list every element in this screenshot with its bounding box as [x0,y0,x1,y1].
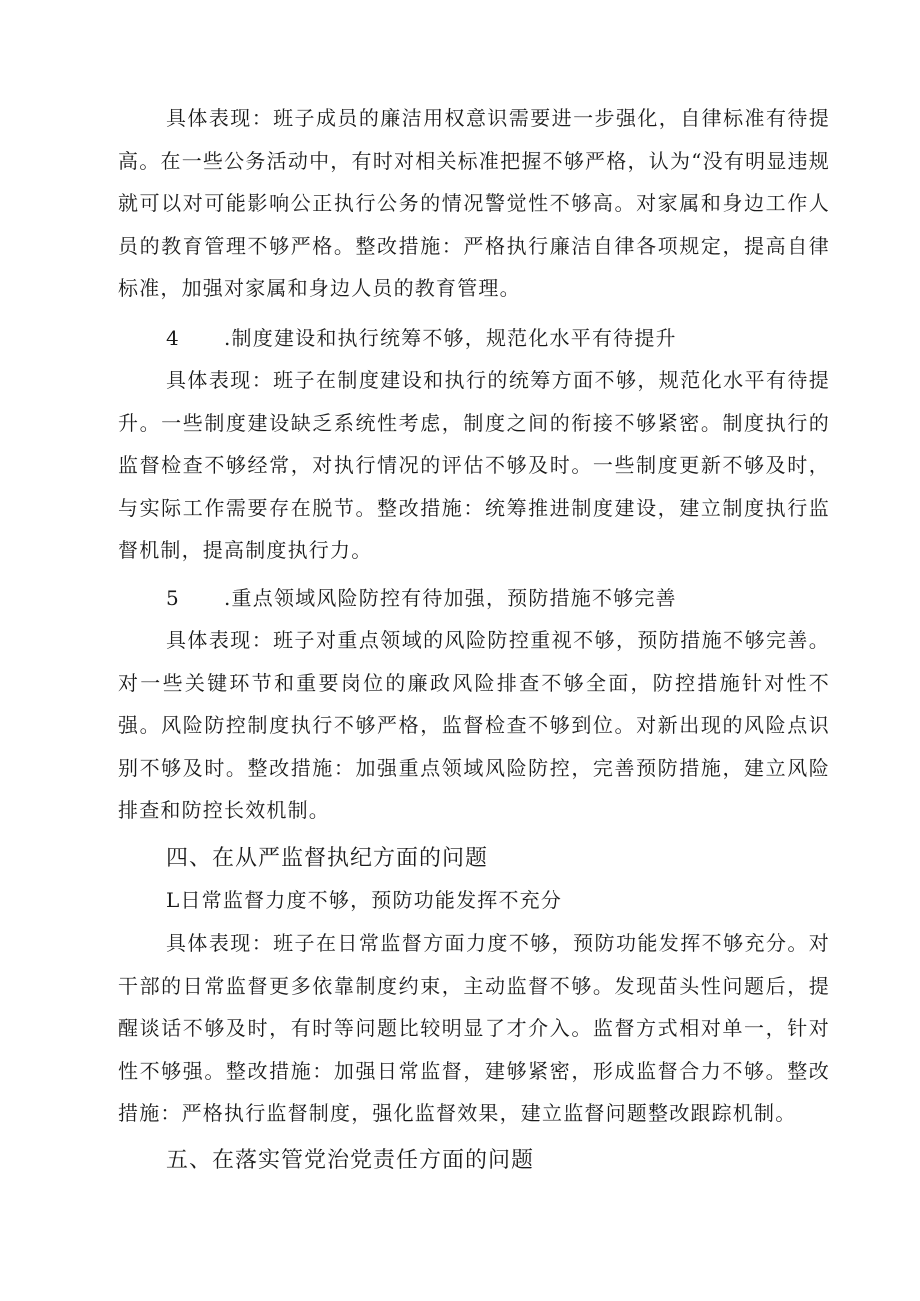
paragraph-risk-control: 具体表现：班子对重点领域的风险防控重视不够，预防措施不够完善。对一些关键环节和重要岗位的廉政风险排查不够全面，防控措施针对性不强。风险防控制度执行不够严格，监督检查不够到位。对新出现的风险点识别不够及时。整改措施：加强重点领域风险防控，完善预防措施，建立风险排查和防控长效机制。 [118,628,830,822]
item-4-number: 4 [166,326,180,350]
item-4-title: .制度建设和执行统筹不够，规范化水平有待提升 [224,326,677,350]
paragraph-system-building: 具体表现：班子在制度建设和执行的统筹方面不够，规范化水平有待提升。一些制度建设缺乏系统性考虑，制度之间的衔接不够紧密。制度执行的监督检查不够经常，对执行情况的评估不够及时。一些制度更新不够及时，与实际工作需要存在脱节。整改措施：统筹推进制度建设，建立制度执行监督机制，提高制度执行力。 [118,368,830,562]
paragraph-integrity: 具体表现：班子成员的廉洁用权意识需要进一步强化，自律标准有待提高。在一些公务活动中，有时对相关标准把握不够严格，认为“没有明显违规就可以对可能影响公正执行公务的情况警觉性不够高。对家属和身边工作人员的教育管理不够严格。整改措施：严格执行廉洁自律各项规定，提高自律标准，加强对家属和身边人员的教育管理。 [118,106,830,300]
section-heading-4: 四、在从严监督执纪方面的问题 [166,846,489,871]
item-4 [166,323,677,353]
item-5-title: .重点领域风险防控有待加强，预防措施不够完善 [224,586,677,610]
paragraph-daily-supervision: 具体表现：班子在日常监督方面力度不够，预防功能发挥不够充分。对干部的日常监督更多依靠制度约束，主动监督不够。发现苗头性问题后，提醒谈话不够及时，有时等问题比较明显了才介入。监督方式相对单一，针对性不够强。整改措施：加强日常监督，建够紧密，形成监督合力不够。整改措施：严格执行监督制度，强化监督效果，建立监督问题整改跟踪机制。 [118,931,830,1125]
item-5-number: 5 [166,586,180,610]
item-5 [166,583,677,613]
item-L-title: L日常监督力度不够，预防功能发挥不充分 [166,888,563,912]
section-heading-5: 五、在落实管党治党责任方面的问题 [166,1148,535,1173]
item-L [166,885,562,915]
